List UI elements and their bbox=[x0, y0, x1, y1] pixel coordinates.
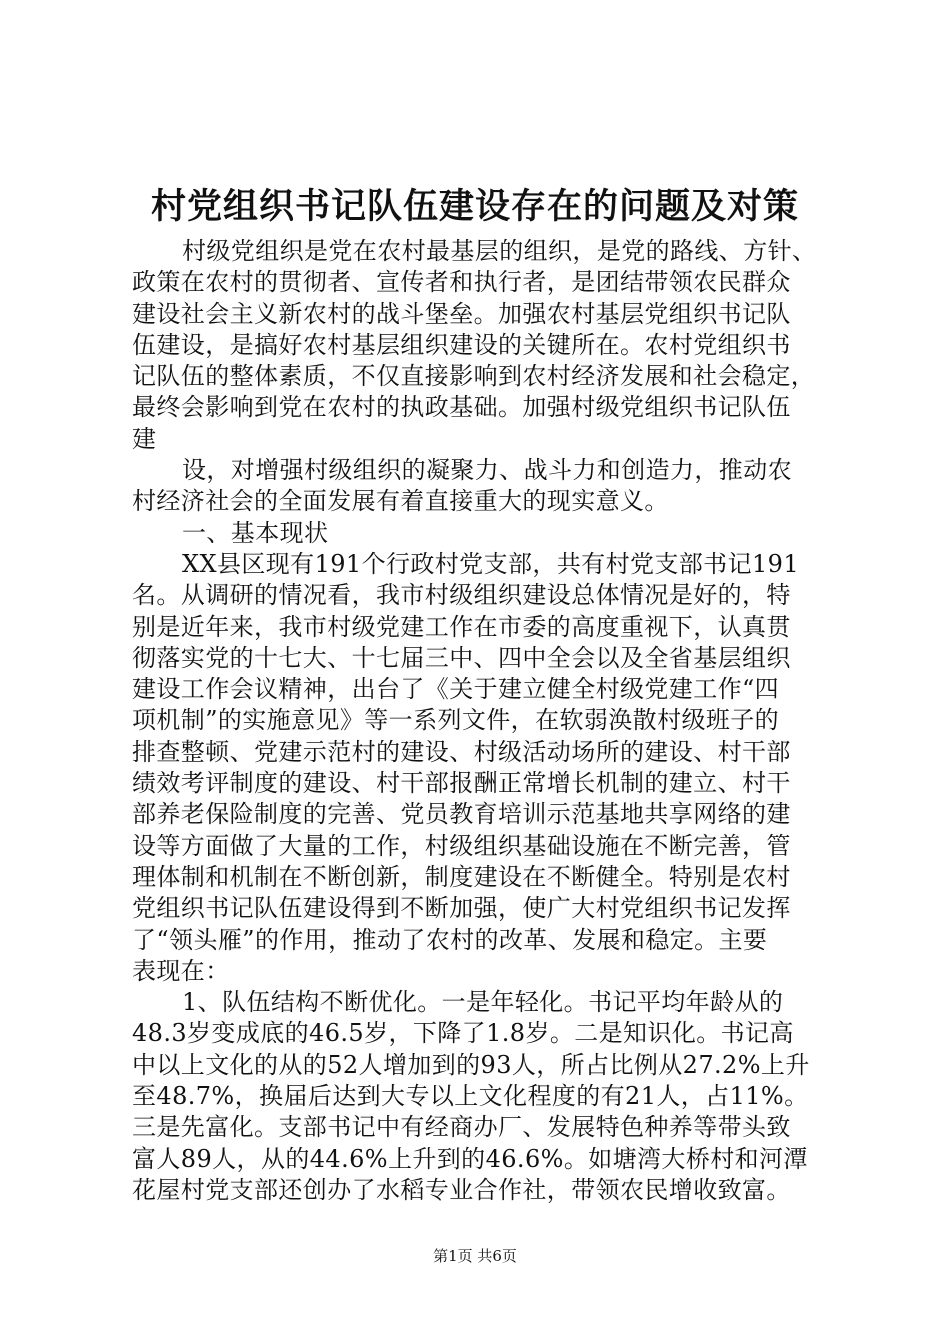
body-line: 表现在： bbox=[132, 956, 230, 985]
body-line: 最终会影响到党在农村的执政基础。加强村级党组织书记队伍 bbox=[132, 393, 791, 422]
page-footer: 第1页 共6页 bbox=[433, 1247, 517, 1265]
body-line: 绩效考评制度的建设、村干部报酬正常增长机制的建立、村干 bbox=[132, 769, 791, 798]
body-line: 设等方面做了大量的工作，村级组织基础设施在不断完善，管 bbox=[132, 831, 791, 860]
body-line: 三是先富化。支部书记中有经商办厂、发展特色种养等带头致 bbox=[132, 1113, 791, 1142]
body-line: 理体制和机制在不断创新，制度建设在不断健全。特别是农村 bbox=[132, 862, 791, 891]
body-line: 了“领头雁”的作用，推动了农村的改革、发展和稳定。主要 bbox=[132, 925, 768, 954]
section-heading: 一、基本现状 bbox=[182, 518, 329, 547]
body-line: 记队伍的整体素质，不仅直接影响到农村经济发展和社会稳定， bbox=[132, 362, 816, 391]
body-line: 排查整顿、党建示范村的建设、村级活动场所的建设、村干部 bbox=[132, 737, 791, 766]
body-line: 1、队伍结构不断优化。一是年轻化。书记平均年龄从的 bbox=[182, 988, 784, 1017]
document-title: 村党组织书记队伍建设存在的问题及对策 bbox=[150, 186, 799, 227]
body-line: 设，对增强村级组织的凝聚力、战斗力和创造力，推动农 bbox=[182, 456, 792, 485]
body-line: 名。从调研的情况看，我市村级组织建设总体情况是好的，特 bbox=[132, 581, 791, 610]
body-line: 伍建设，是搞好农村基层组织建设的关键所在。农村党组织书 bbox=[132, 330, 791, 359]
body-line: 政策在农村的贯彻者、宣传者和执行者，是团结带领农民群众 bbox=[132, 268, 791, 297]
body-line: 中以上文化的从的52人增加到的93人，所占比例从27.2%上升 bbox=[132, 1050, 810, 1079]
body-line: 富人89人，从的44.6%上升到的46.6%。如塘湾大桥村和河潭 bbox=[132, 1144, 808, 1173]
body-line: 项机制”的实施意见》等一系列文件，在软弱涣散村级班子的 bbox=[132, 706, 780, 735]
body-line: 建 bbox=[132, 424, 157, 453]
body-line: 花屋村党支部还创办了水稻专业合作社，带领农民增收致富。 bbox=[132, 1175, 791, 1204]
body-line: 村经济社会的全面发展有着直接重大的现实意义。 bbox=[132, 487, 669, 516]
body-line: 48.3岁变成底的46.5岁，下降了1.8岁。二是知识化。书记高 bbox=[132, 1019, 794, 1048]
body-line: 党组织书记队伍建设得到不断加强，使广大村党组织书记发挥 bbox=[132, 894, 791, 923]
body-line: 彻落实党的十七大、十七届三中、四中全会以及全省基层组织 bbox=[132, 643, 791, 672]
body-line: 建设工作会议精神，出台了《关于建立健全村级党建工作“四 bbox=[132, 675, 780, 704]
body-line: XX县区现有191个行政村党支部，共有村党支部书记191 bbox=[182, 549, 799, 578]
body-line: 别是近年来，我市村级党建工作在市委的高度重视下，认真贯 bbox=[132, 612, 791, 641]
body-line: 部养老保险制度的完善、党员教育培训示范基地共享网络的建 bbox=[132, 800, 791, 829]
document-body bbox=[132, 236, 832, 1206]
body-line: 村级党组织是党在农村最基层的组织，是党的路线、方针、 bbox=[182, 237, 817, 265]
body-line: 建设社会主义新农村的战斗堡垒。加强农村基层党组织书记队 bbox=[132, 299, 791, 328]
body-line: 至48.7%，换届后达到大专以上文化程度的有21人，占11%。 bbox=[132, 1082, 809, 1111]
